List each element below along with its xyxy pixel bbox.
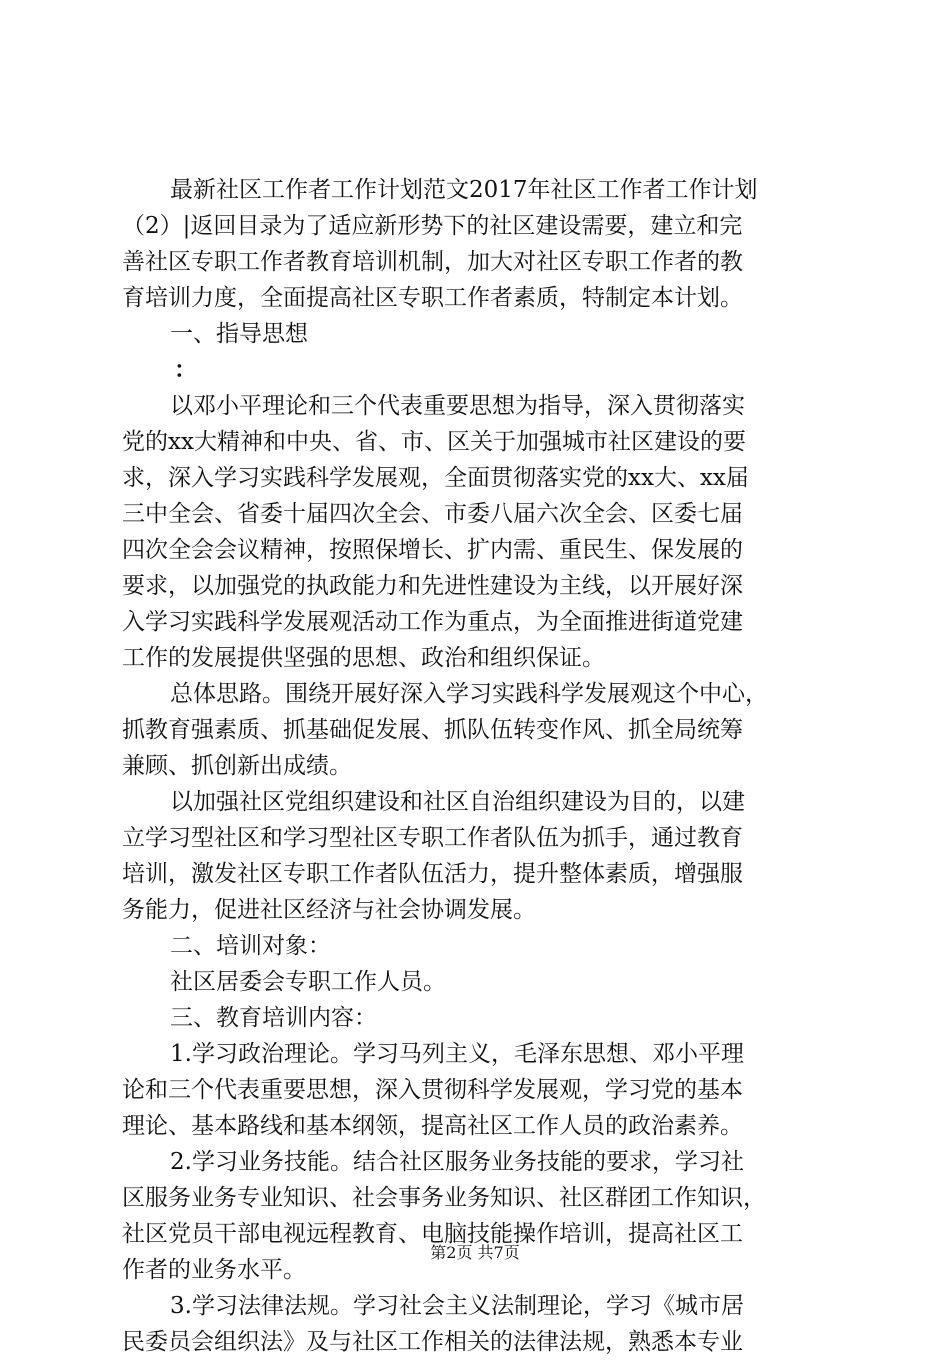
- paragraph-line: 区服务业务专业知识、社会事务业务知识、社区群团工作知识，: [122, 1185, 766, 1211]
- paragraph-line: 党的xx大精神和中央、省、市、区关于加强城市社区建设的要: [122, 429, 746, 455]
- paragraph-line: 入学习实践科学发展观活动工作为重点，为全面推进街道党建: [122, 609, 743, 635]
- section-heading: 一、指导思想: [170, 321, 308, 347]
- paragraph-line: 工作的发展提供坚强的思想、政治和组织保证。: [122, 645, 605, 671]
- paragraph-line: 育培训力度，全面提高社区专职工作者素质，特制定本计划。: [122, 285, 743, 311]
- paragraph-line: 以加强社区党组织建设和社区自治组织建设为目的，以建: [170, 789, 745, 815]
- paragraph-line: 1.学习政治理论。学习马列主义，毛泽东思想、邓小平理: [170, 1041, 744, 1067]
- paragraph-line: 3.学习法律法规。学习社会主义法制理论，学习《城市居: [170, 1293, 744, 1319]
- paragraph-line: 培训，激发社区专职工作者队伍活力，提升整体素质，增强服: [122, 861, 743, 887]
- paragraph-line: 抓教育强素质、抓基础促发展、抓队伍转变作风、抓全局统筹: [122, 717, 743, 743]
- paragraph-line: 务能力，促进社区经济与社会协调发展。: [122, 897, 536, 923]
- section-heading: 二、培训对象：: [170, 933, 331, 959]
- page-footer: 第2页 共7页: [430, 1243, 520, 1262]
- paragraph-line: ：: [174, 356, 197, 383]
- section-heading: 三、教育培训内容：: [170, 1005, 377, 1031]
- paragraph-line: 以邓小平理论和三个代表重要思想为指导，深入贯彻落实: [170, 393, 745, 419]
- paragraph-line: 善社区专职工作者教育培训机制，加大对社区专职工作者的教: [122, 249, 743, 275]
- paragraph-line: 四次全会会议精神，按照保增长、扩内需、重民生、保发展的: [122, 537, 743, 563]
- paragraph-line: 论和三个代表重要思想，深入贯彻科学发展观，学习党的基本: [122, 1077, 743, 1103]
- paragraph-line: 最新社区工作者工作计划范文2017年社区工作者工作计划: [170, 177, 758, 203]
- paragraph-line: 社区党员干部电视远程教育、电脑技能操作培训，提高社区工: [122, 1221, 743, 1247]
- paragraph-line: 总体思路。围绕开展好深入学习实践科学发展观这个中心，: [170, 681, 768, 707]
- paragraph-line: 社区居委会专职工作人员。: [170, 969, 446, 995]
- paragraph-line: 作者的业务水平。: [122, 1257, 306, 1283]
- paragraph-line: 三中全会、省委十届四次全会、市委八届六次全会、区委七届: [122, 501, 743, 527]
- document-body: [122, 172, 842, 1360]
- paragraph-line: 民委员会组织法》及与社区工作相关的法律法规，熟悉本专业: [122, 1329, 743, 1355]
- paragraph-line: （2）|返回目录为了适应新形势下的社区建设需要，建立和完: [122, 213, 743, 239]
- paragraph-line: 理论、基本路线和基本纲领，提高社区工作人员的政治素养。: [122, 1113, 743, 1139]
- paragraph-line: 要求，以加强党的执政能力和先进性建设为主线，以开展好深: [122, 573, 743, 599]
- paragraph-line: 求，深入学习实践科学发展观，全面贯彻落实党的xx大、xx届: [122, 465, 749, 491]
- paragraph-line: 立学习型社区和学习型社区专职工作者队伍为抓手，通过教育: [122, 825, 743, 851]
- paragraph-line: 2.学习业务技能。结合社区服务业务技能的要求，学习社: [170, 1149, 744, 1175]
- paragraph-line: 兼顾、抓创新出成绩。: [122, 753, 352, 779]
